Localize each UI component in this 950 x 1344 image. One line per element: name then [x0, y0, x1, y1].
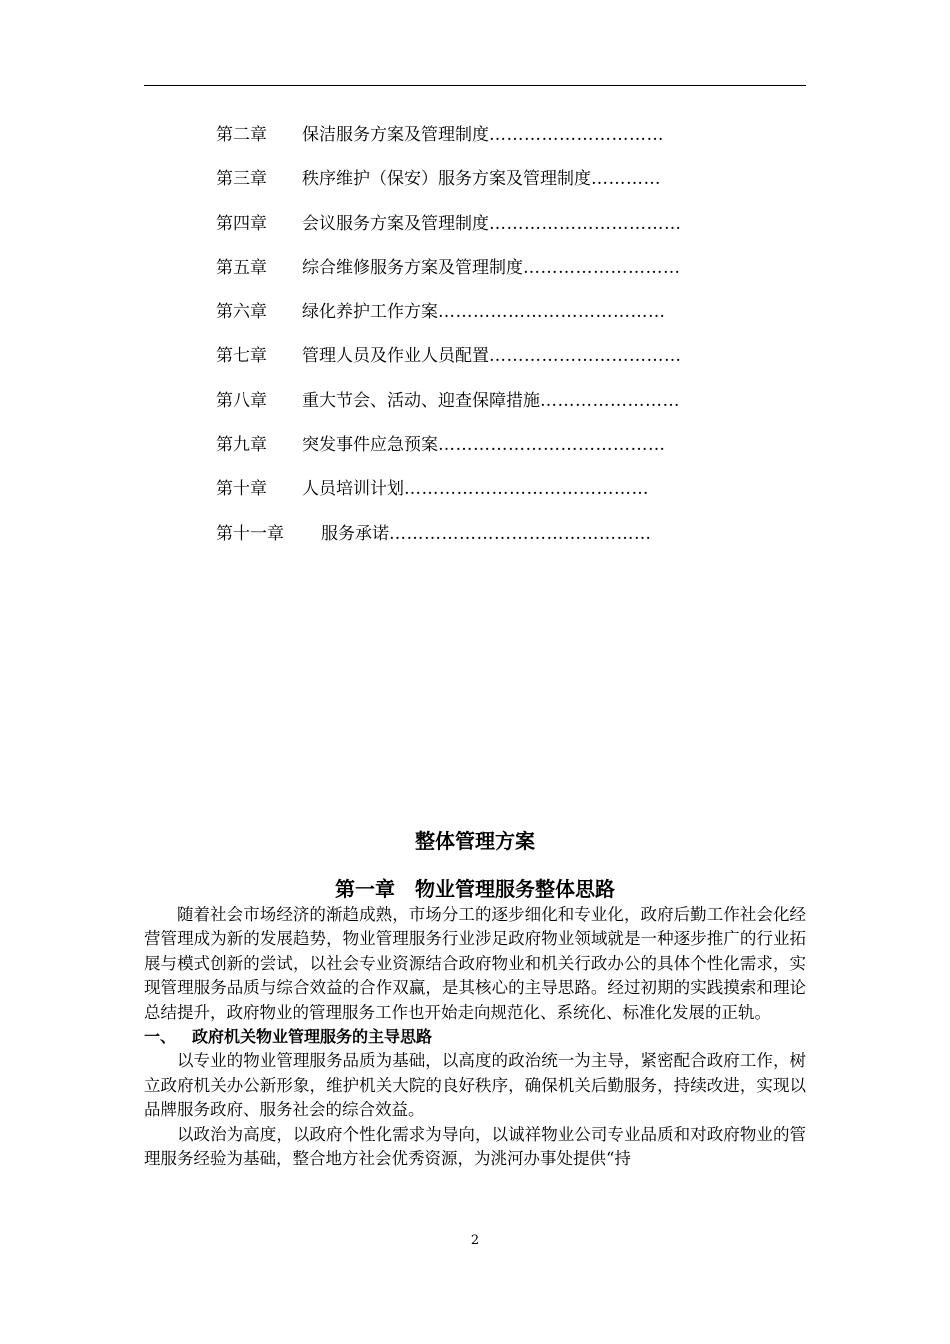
toc-entry — [216, 343, 776, 387]
toc-leader: ……………………… — [523, 257, 681, 278]
toc-chapter: 第十章 — [216, 479, 267, 500]
section-heading — [144, 1025, 806, 1049]
toc-entry — [216, 255, 776, 299]
toc-title: 绿化养护工作方案 — [302, 302, 438, 323]
toc-leader: ……………………………………… — [389, 523, 652, 544]
toc-chapter: 第五章 — [216, 257, 267, 278]
toc-chapter: 第十一章 — [216, 523, 284, 544]
document-title: 整体管理方案 — [415, 829, 535, 853]
body-paragraph: 以政治为高度，以政府个性化需求为导向，以诚祥物业公司专业品质和对政府物业的管理服务经验为基础，整合地方社会优秀资源，为洮河办事处提供“持 — [144, 1124, 806, 1169]
toc-entry — [216, 476, 776, 520]
toc-title: 管理人员及作业人员配置 — [302, 346, 489, 367]
toc-entry — [216, 211, 776, 255]
toc-title: 保洁服务方案及管理制度 — [302, 125, 489, 145]
page-number: 2 — [470, 1233, 480, 1248]
toc-chapter: 第九章 — [216, 435, 267, 456]
toc-entry — [216, 388, 776, 432]
toc-title: 会议服务方案及管理制度 — [302, 213, 489, 234]
toc-title: 秩序维护（保安）服务方案及管理制度 — [302, 169, 591, 190]
toc-chapter: 第四章 — [216, 213, 267, 234]
toc-leader: ………………………… — [489, 125, 664, 145]
toc-title: 重大节会、活动、迎查保障措施 — [302, 390, 540, 411]
toc-leader: ………… — [591, 169, 661, 190]
section-number: 一、 — [144, 1027, 177, 1047]
toc-entry — [216, 299, 776, 343]
toc-leader: …………………… — [540, 390, 680, 411]
chapter-title: 第一章 物业管理服务整体思路 — [335, 877, 615, 901]
toc-entry — [216, 122, 776, 166]
toc-chapter: 第七章 — [216, 346, 267, 367]
toc-entry — [216, 166, 776, 210]
toc-leader: ………………………………… — [438, 302, 666, 323]
intro-paragraph: 随着社会市场经济的渐趋成熟，市场分工的逐步细化和专业化，政府后勤工作社会化经营管理成为新的发展趋势，物业管理服务行业涉足政府物业领域就是一种逐步推广的行业拓展与模式创新的尝试，以社会专业资源结合政府物业和机关行政办公的具体个性化需求，实现管理服务品质与综合效益的合作双赢，是其核心的主导思路。经过初期的实践摸索和理论总结提升，政府物业的管理服务工作也开始走向规范化、系统化、标准化发展的正轨。 — [144, 905, 806, 1022]
toc-chapter: 第三章 — [216, 169, 267, 190]
toc-title: 服务承诺 — [321, 523, 389, 544]
header-rule — [144, 85, 806, 86]
toc-chapter: 第二章 — [216, 125, 267, 145]
toc-title: 突发事件应急预案 — [302, 435, 438, 456]
toc-leader: ………………………………… — [438, 435, 666, 456]
chapter-body — [144, 903, 806, 1171]
toc-entry — [216, 521, 776, 565]
body-paragraph: 以专业的物业管理服务品质为基础，以高度的政治统一为主导，紧密配合政府工作，树立政府机关办公新形象，维护机关大院的良好秩序，确保机关后勤服务，持续改进，实现以品牌服务政府、服务社会的综合效益。 — [144, 1051, 806, 1120]
toc-title: 综合维修服务方案及管理制度 — [302, 257, 523, 278]
toc-chapter: 第八章 — [216, 390, 267, 411]
toc-leader: …………………………… — [489, 346, 682, 367]
toc-entry — [216, 432, 776, 476]
table-of-contents — [216, 122, 776, 565]
toc-chapter: 第六章 — [216, 302, 267, 323]
toc-leader: …………………………… — [489, 213, 682, 234]
section-heading-text: 政府机关物业管理服务的主导思路 — [192, 1027, 433, 1047]
toc-title: 人员培训计划 — [302, 479, 404, 500]
toc-leader: …………………………………… — [404, 479, 649, 500]
